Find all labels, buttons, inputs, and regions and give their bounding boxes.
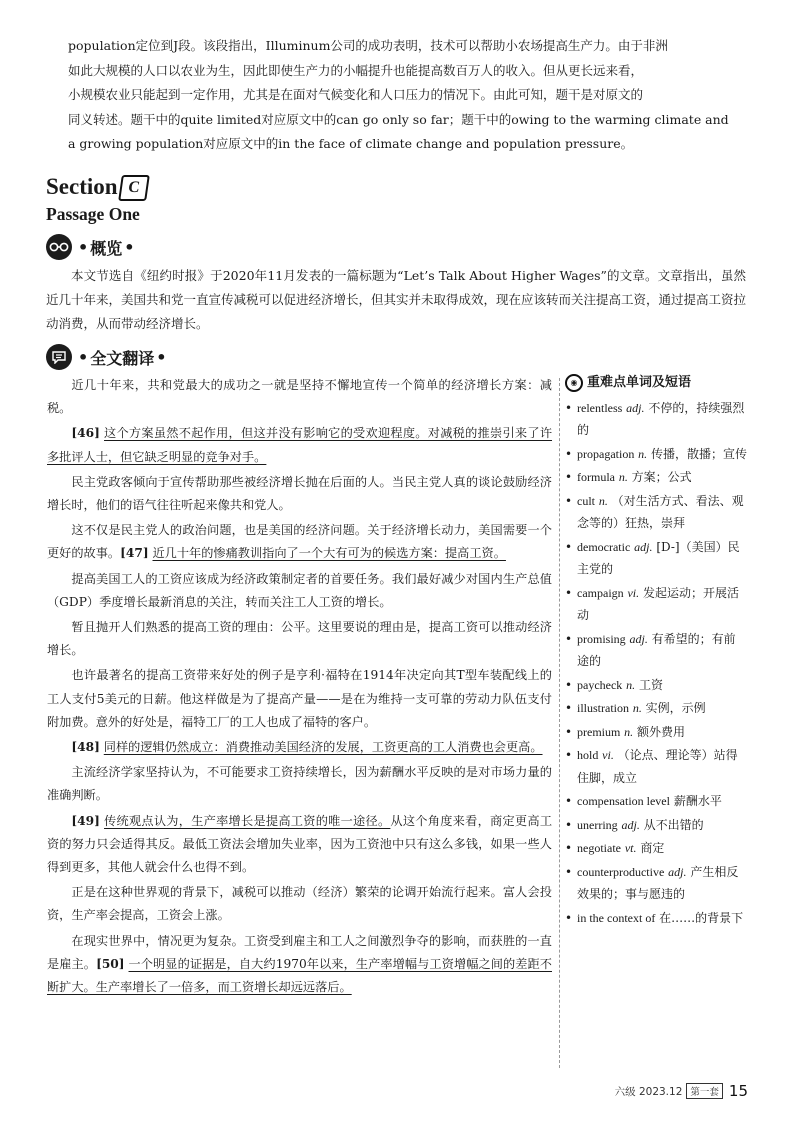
vocab-word: counterproductive [577, 864, 665, 879]
translation-heading: • 全文翻译 • [46, 344, 168, 370]
underlined-answer: 同样的逻辑仍然成立：消费推动美国经济的发展，工资更高的工人消费也会更高。 [103, 740, 543, 755]
vocab-pos: n. [624, 724, 634, 739]
vocab-word: negotiate [577, 841, 621, 855]
vocab-definition: 产生相反效果的；事与愿违的 [577, 864, 739, 901]
vocab-word: illustration [577, 701, 629, 715]
vocab-item [565, 397, 747, 442]
vocab-definition: 从不出错的 [643, 817, 704, 832]
underlined-answer: 近几十年的惨痛教训指向了一个大有可为的候选方案：提高工资。 [152, 546, 506, 561]
overview-text: 本文节选自《纽约时报》于2020年11月发表的一篇标题为“Let’s Talk About Higher Wages”的文章。文章指出，虽然近几十年来，美国共和党一直宣传减税可以促进经济增长，但其实并未取得成效，现在应该转而关注提高工资，通过提高工资拉动消费，从而带动经济增长。 [46, 268, 747, 331]
vocab-definition: 有希望的；有前途的 [577, 631, 736, 668]
question-number: [49] [71, 813, 100, 828]
intro-line: a growing population对应原文中的in the face of climate change and population pressure。 [68, 136, 634, 151]
vocab-definition: 发起运动；开展活动 [577, 585, 739, 622]
vocab-definition: 在……的背景下 [659, 910, 744, 925]
vocab-pos: adj. [621, 817, 640, 832]
vocab-pos: vt. [624, 841, 637, 855]
question-number: [46] [71, 426, 100, 441]
vocab-word: campaign [577, 585, 624, 600]
translation-paragraph: 也许最著名的提高工资带来好处的例子是亨利·福特在1914年决定向其T型车装配线上的工人支付5美元的日薪。他这样做是为了提高产量——是在为维持一支可靠的劳动力队伍支付附加费。意外的好处是，福特工厂的工人也成了福特的客户。 [47, 668, 552, 729]
vocab-pos: n. [632, 701, 642, 715]
vocab-word: unerring [577, 817, 618, 832]
vocab-list [565, 397, 747, 930]
translation-paragraph: 主流经济学家坚持认为，不可能要求工资持续增长，因为薪酬水平反映的是对市场力量的准确判断。 [47, 765, 552, 803]
vocab-item [565, 466, 747, 489]
vocab-item [565, 536, 747, 581]
vocab-definition: 传播，散播；宣传 [650, 446, 747, 461]
intro-line: 小规模农业只能起到一定作用，尤其是在面对气候变化和人口压力的情况下。由此可知，题干是对原文的 [68, 87, 644, 102]
vocab-heading [565, 372, 747, 395]
translation-paragraph: 在现实世界中，情况更为复杂。工资受到雇主和工人之间激烈争夺的影响，而获胜的一直是雇主。[50] 一个明显的证据是，自大约1970年以来，生产率增幅与工资增幅之间的差距不断扩大。生产率增长了一倍多，而工资增长却远远落后。 [47, 933, 552, 995]
section-label: Section [46, 174, 118, 199]
vocab-item [565, 443, 747, 466]
translation-paragraph: 这不仅是民主党人的政治问题，也是美国的经济问题。关于经济增长动力，美国需要一个更好的故事。[47] 近几十年的惨痛教训指向了一个大有可为的候选方案：提高工资。 [47, 523, 552, 561]
translation-paragraph [47, 422, 552, 468]
translation-paragraph [47, 736, 552, 759]
intro-line: population定位到J段。该段指出，Illuminum公司的成功表明，技术可以帮助小农场提高生产力。由于非洲 [68, 38, 668, 53]
vocab-item [565, 490, 747, 535]
overview-body [46, 264, 746, 336]
vocab-title: 重难点单词及短语 [587, 375, 692, 390]
vocab-definition: 商定 [640, 841, 665, 855]
question-number: [47] [120, 546, 149, 561]
vocab-item [565, 697, 747, 720]
vocab-pos: vi. [627, 585, 640, 600]
issue-badge: 第一套 [686, 1083, 723, 1099]
page-number: 15 [728, 1082, 748, 1100]
vocab-definition: （对生活方式、看法、观念等的）狂热，崇拜 [577, 493, 744, 530]
vocab-definition: 额外费用 [636, 724, 685, 739]
intro-line: 如此大规模的人口以农业为生，因此即使生产力的小幅提升也能提高数百万人的收入。但从更长远来看， [68, 62, 644, 78]
vocab-icon: ◉ [565, 374, 583, 392]
translation-paragraph: [49] 传统观点认为，生产率增长是提高工资的唯一途径。从这个角度来看，商定更高工资的努力只会适得其反。最低工资法会增加失业率，因为工资池中只有这么多钱，如果一些人得到更多，其他人就会什么也得不到。 [47, 813, 553, 875]
vocab-pos: adj. [629, 631, 648, 646]
translation-paragraph: 近几十年来，共和党最大的成功之一就是坚持不懈地宣传一个简单的经济增长方案：减税。 [47, 378, 552, 416]
vocab-pos: adj. [668, 864, 687, 879]
section-badge: C [118, 175, 150, 201]
overview-title: 概览 [90, 238, 123, 258]
vocab-item [565, 837, 747, 860]
vocab-pos: n. [638, 446, 648, 461]
vocab-item [565, 814, 747, 837]
vocab-word: hold [577, 748, 599, 762]
intro-paragraph [68, 34, 744, 157]
vocab-pos: vi. [602, 748, 614, 762]
vocab-word: in the context of [577, 910, 656, 925]
vocab-word: democratic [577, 539, 631, 554]
translation-paragraph: 民主党政客倾向于宣传帮助那些被经济增长抛在后面的人。当民主党人真的谈论鼓励经济增长时，他们的语气往往听起来像共和党人。 [47, 474, 552, 513]
vocab-pos: adj. [626, 400, 645, 415]
vocab-definition: 不停的，持续强烈的 [577, 400, 745, 437]
vocab-definition: [D-]（美国）民主党的 [577, 539, 740, 576]
vocab-pos: n. [598, 493, 608, 508]
translation-paragraph: 提高美国工人的工资应该成为经济政策制定者的首要任务。我们最好减少对国内生产总值（GDP）季度增长最新消息的关注，转而关注工人工资的增长。 [47, 571, 552, 609]
vocab-definition: （论点、理论等）站得住脚，成立 [577, 748, 738, 785]
vocab-item [565, 861, 747, 906]
vocab-item [565, 907, 747, 930]
vocab-word: relentless [577, 400, 623, 415]
vocab-word: compensation level [577, 794, 670, 808]
vocab-definition: 实例，示例 [645, 701, 706, 715]
overview-heading: • 概览 • [46, 234, 136, 260]
intro-line: 同义转述。题干中的quite limited对应原文中的can go only so far；题干中的owing to the warming climate and [68, 111, 729, 127]
vocab-item [565, 790, 747, 813]
vocab-item [565, 721, 747, 744]
section-heading [46, 174, 148, 201]
translation-paragraph: 暂且抛开人们熟悉的提高工资的理由：公平。这里要说的理由是，提高工资可以推动经济增长。 [47, 620, 552, 658]
vocab-definition: 薪酬水平 [673, 794, 722, 808]
column-divider [559, 378, 560, 1068]
underlined-answer: 一个明显的证据是，自大约1970年以来，生产率增幅与工资增幅之间的差距不断扩大。生产率增长了一倍多，而工资增长却远远落后。 [47, 956, 552, 995]
vocab-item [565, 744, 747, 789]
vocab-item [565, 582, 747, 627]
vocab-item [565, 674, 747, 697]
vocab-pos: adj. [634, 539, 653, 554]
translation-body [47, 374, 552, 1001]
speech-bubble-icon [46, 344, 72, 370]
vocab-item [565, 628, 747, 673]
translation-paragraph: 正是在这种世界观的背景下，减税可以推动（经济）繁荣的论调开始流行起来。富人会投资，生产率会提高，工资会上涨。 [47, 885, 552, 923]
underlined-answer: 传统观点认为，生产率增长是提高工资的唯一途径。 [104, 813, 391, 828]
passage-title: Passage One [46, 204, 140, 224]
vocab-pos: n. [626, 677, 636, 692]
page-footer [615, 1082, 748, 1100]
question-number: [50] [96, 956, 125, 971]
vocab-word: propagation [577, 446, 635, 461]
translation-title: 全文翻译 [90, 348, 155, 368]
underlined-answer: 这个方案虽然不起作用，但这并没有影响它的受欢迎程度。对减税的推崇引来了许多批评人士，但它缺乏明显的竞争对手。 [47, 426, 553, 464]
vocab-pos: n. [618, 470, 628, 484]
vocab-word: cult [577, 493, 595, 508]
vocab-word: premium [577, 724, 621, 739]
glasses-icon [46, 234, 72, 260]
vocab-sidebar [565, 372, 747, 930]
vocab-word: paycheck [577, 677, 623, 692]
question-number: [48] [71, 740, 100, 755]
magazine-issue: 六级 2023.12 [614, 1085, 683, 1098]
vocab-definition: 方案；公式 [631, 470, 692, 484]
vocab-definition: 工资 [638, 677, 663, 692]
vocab-word: formula [577, 470, 615, 484]
vocab-word: promising [577, 631, 626, 646]
